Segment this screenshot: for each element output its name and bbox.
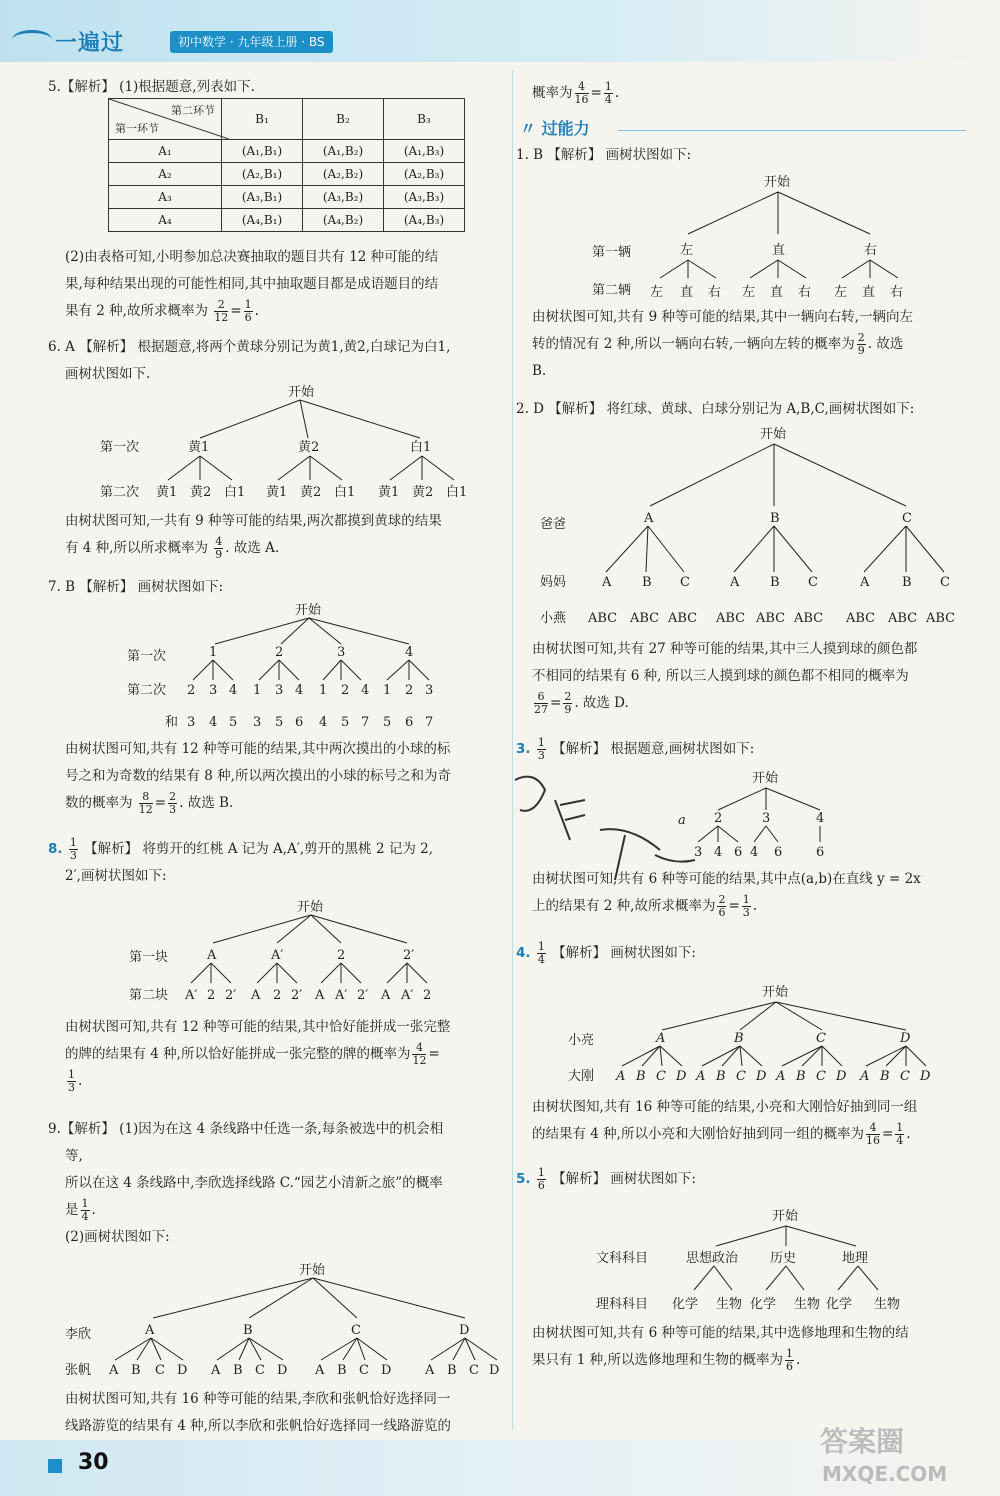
- svg-text:爸爸: 爸爸: [540, 517, 567, 532]
- svg-text:右: 右: [864, 243, 878, 258]
- r2-text: 2. D 【解析】 将红球、黄球、白球分别记为 A,B,C,画树状图如下:: [516, 401, 915, 417]
- svg-text:直: 直: [770, 285, 784, 300]
- svg-text:4: 4: [209, 715, 218, 730]
- r5-solution: 由树状图可知,共有 6 种等可能的结果,其中选修地理和生物的结 果只有 1 种,所以选修地理和生物的概率为 $\frac{1}{6}$ .: [532, 1325, 909, 1373]
- table-col-header: B₁: [222, 99, 303, 140]
- svg-text:B: B: [447, 1363, 457, 1378]
- svg-text:B: B: [770, 575, 780, 590]
- tree-diagram-r4: [566, 980, 946, 1090]
- section-rule: [618, 130, 966, 131]
- svg-text:A: A: [315, 1363, 325, 1378]
- svg-text:4: 4: [714, 845, 723, 860]
- table-row: A₃ (A₃,B₁) (A₃,B₂) (A₃,B₃): [109, 186, 465, 209]
- svg-text:3: 3: [187, 715, 196, 730]
- svg-text:开始: 开始: [764, 175, 791, 190]
- svg-text:和: 和: [165, 715, 179, 730]
- svg-text:3: 3: [762, 811, 771, 826]
- svg-text:A: A: [207, 948, 217, 963]
- svg-text:化学: 化学: [672, 1297, 699, 1312]
- svg-text:C: C: [736, 1069, 746, 1084]
- svg-text:C: C: [469, 1363, 479, 1378]
- svg-text:化学: 化学: [750, 1297, 777, 1312]
- svg-text:B: B: [233, 1363, 243, 1378]
- r1-solution: 由树状图可知,共有 9 种等可能的结果,其中一辆向右转,一辆向左 转的情况有 2 种,所以一辆向右转,一辆向左转的概率为 $\frac{2}{9}$ . 故选 B.: [532, 309, 914, 379]
- svg-text:直: 直: [772, 243, 786, 258]
- svg-text:第一块: 第一块: [129, 950, 169, 965]
- svg-text:右: 右: [798, 285, 812, 300]
- svg-text:A: A: [315, 988, 325, 1003]
- svg-text:第二辆: 第二辆: [592, 283, 632, 298]
- svg-text:6: 6: [816, 845, 825, 860]
- watermark-text: 答案圈: [820, 1425, 905, 1458]
- svg-text:文科科目: 文科科目: [596, 1251, 649, 1266]
- svg-text:B: B: [770, 511, 780, 526]
- q5-heading: 5.【解析】 (1)根据题意,列表如下.: [48, 79, 255, 95]
- svg-text:ABC: ABC: [926, 611, 956, 626]
- svg-text:4: 4: [750, 845, 759, 860]
- svg-text:3: 3: [275, 683, 284, 698]
- svg-text:7: 7: [425, 715, 434, 730]
- svg-text:B: B: [716, 1069, 726, 1084]
- svg-text:3: 3: [253, 715, 262, 730]
- svg-text:A: A: [145, 1323, 155, 1338]
- svg-text:B: B: [796, 1069, 806, 1084]
- svg-text:A: A: [381, 988, 391, 1003]
- svg-text:C: C: [816, 1069, 826, 1084]
- svg-text:5: 5: [383, 715, 392, 730]
- svg-text:B: B: [642, 575, 652, 590]
- svg-text:黄1: 黄1: [266, 485, 288, 500]
- series-badge: 初中数学 · 九年级上册 · BS: [170, 31, 333, 53]
- svg-text:B: B: [880, 1069, 890, 1084]
- svg-text:开始: 开始: [772, 1209, 799, 1224]
- svg-text:C: C: [900, 1069, 910, 1084]
- svg-text:开始: 开始: [297, 900, 324, 915]
- q5-solution: (2)由表格可知,小明参加总决赛抽取的题目共有 12 种可能的结 果,每种结果出现的可能性相同,其中抽取题目都是成语题目的结 果有 2 种,故所求概率为 $\frac{2}{12}$ = $\frac{1}{6}$ .: [65, 249, 439, 324]
- svg-text:2: 2: [207, 988, 216, 1003]
- svg-text:开始: 开始: [762, 985, 789, 1000]
- svg-text:直: 直: [862, 285, 876, 300]
- svg-text:2′: 2′: [357, 988, 369, 1003]
- svg-text:a: a: [678, 813, 686, 828]
- svg-text:ABC: ABC: [716, 611, 746, 626]
- svg-text:生物: 生物: [874, 1297, 901, 1312]
- r4-solution: 由树状图知,共有 16 种等可能的结果,小亮和大刚恰好抽到同一组 的结果有 4 种,所以小亮和大刚恰好抽到同一组的概率为 $\frac{4}{16}$ = $\frac{1}{4}$ .: [532, 1099, 918, 1147]
- svg-text:小燕: 小燕: [540, 611, 567, 626]
- table-row: A₁ (A₁,B₁) (A₁,B₂) (A₁,B₃): [109, 140, 465, 163]
- svg-text:思想政治: 思想政治: [686, 1251, 739, 1266]
- svg-text:ABC: ABC: [630, 611, 660, 626]
- svg-text:第一次: 第一次: [127, 649, 167, 664]
- svg-text:A: A: [109, 1363, 119, 1378]
- svg-text:2′: 2′: [403, 948, 415, 963]
- logo-wave-icon: [12, 30, 52, 49]
- svg-text:A′: A′: [401, 988, 414, 1003]
- svg-text:ABC: ABC: [668, 611, 698, 626]
- svg-text:左: 左: [742, 285, 756, 300]
- svg-text:右: 右: [890, 285, 904, 300]
- svg-text:A: A: [644, 511, 654, 526]
- svg-text:D: D: [900, 1031, 911, 1046]
- tree-diagram-r5: [594, 1204, 914, 1314]
- q6-solution: 由树状图可知,一共有 9 种等可能的结果,两次都摸到黄球的结果 有 4 种,所以所求概率为 $\frac{4}{9}$ . 故选 A.: [65, 513, 442, 561]
- column-divider: [512, 70, 513, 1430]
- svg-text:第一辆: 第一辆: [592, 245, 632, 260]
- q9-text: 9.【解析】 (1)因为在这 4 条线路中任选一条,每条被选中的机会相 等, 所以在这 4 条线路中,李欣选择线路 C.“园艺小清新之旅”的概率 是 $\frac{1}{4}$ . (2)画树状图如下:: [48, 1121, 444, 1245]
- table-row: A₄ (A₄,B₁) (A₄,B₂) (A₄,B₃): [109, 209, 465, 232]
- svg-text:A: A: [211, 1363, 221, 1378]
- tree-diagram-q8: [125, 895, 445, 1005]
- svg-text:张帆: 张帆: [65, 1363, 92, 1378]
- svg-text:B: B: [337, 1363, 347, 1378]
- svg-text:ABC: ABC: [794, 611, 824, 626]
- svg-text:3: 3: [337, 645, 346, 660]
- svg-text:A: A: [730, 575, 740, 590]
- svg-text:6: 6: [405, 715, 414, 730]
- r1-text: 1. B 【解析】 画树状图如下:: [516, 147, 692, 163]
- svg-text:D: D: [381, 1363, 392, 1378]
- svg-text:黄1: 黄1: [378, 485, 400, 500]
- q7-solution: 由树状图可知,共有 12 种等可能的结果,其中两次摸出的小球的标 号之和为奇数的结果有 8 种,所以两次摸出的小球的标号之和为奇 数的概率为 $\frac{8}{12}$ = $\frac{2}{3}$ . 故选 B.: [65, 741, 451, 816]
- tree-diagram-q6: [90, 380, 490, 502]
- svg-text:B: B: [734, 1031, 744, 1046]
- book-logo: 一遍过: [55, 31, 125, 56]
- svg-text:C: C: [816, 1031, 826, 1046]
- svg-text:4: 4: [405, 645, 414, 660]
- svg-text:5: 5: [341, 715, 350, 730]
- svg-text:左: 左: [680, 243, 694, 258]
- svg-text:黄1: 黄1: [156, 485, 178, 500]
- svg-text:A: A: [602, 575, 612, 590]
- svg-text:2′: 2′: [291, 988, 303, 1003]
- tree-diagram-r2: [540, 422, 970, 632]
- svg-text:A: A: [696, 1069, 706, 1084]
- svg-text:第二块: 第二块: [129, 988, 169, 1003]
- svg-text:4: 4: [229, 683, 238, 698]
- svg-text:D: D: [489, 1363, 500, 1378]
- svg-text:B: B: [636, 1069, 646, 1084]
- tree-diagram-r1: [588, 168, 928, 300]
- svg-text:2: 2: [337, 948, 346, 963]
- svg-text:2: 2: [273, 988, 282, 1003]
- svg-text:B: B: [243, 1323, 253, 1338]
- r5-text: 5. $\frac{1}{6}$ 【解析】 画树状图如下:: [516, 1166, 696, 1192]
- svg-text:C: C: [255, 1363, 265, 1378]
- svg-text:黄1: 黄1: [188, 440, 210, 455]
- svg-text:黄2: 黄2: [190, 485, 212, 500]
- svg-text:2: 2: [405, 683, 414, 698]
- svg-text:C: C: [940, 575, 950, 590]
- r3-text: 3. $\frac{1}{3}$ 【解析】 根据题意,画树状图如下:: [516, 736, 755, 762]
- outcome-table: [108, 98, 465, 232]
- svg-text:6: 6: [734, 845, 743, 860]
- svg-text:4: 4: [295, 683, 304, 698]
- svg-text:黄2: 黄2: [300, 485, 322, 500]
- svg-text:C: C: [902, 511, 912, 526]
- q8-solution: 由树状图可知,共有 12 种等可能的结果,其中恰好能拼成一张完整 的牌的结果有 4 种,所以恰好能拼成一张完整的牌的概率为 $\frac{4}{12}$ = $\frac{1}{3}$ .: [65, 1019, 451, 1094]
- svg-text:ABC: ABC: [888, 611, 918, 626]
- svg-text:ABC: ABC: [846, 611, 876, 626]
- section-title: 〃 过能力: [520, 119, 590, 138]
- svg-text:3: 3: [694, 845, 703, 860]
- svg-text:A: A: [656, 1031, 666, 1046]
- svg-text:ABC: ABC: [588, 611, 618, 626]
- svg-text:开始: 开始: [299, 1263, 326, 1278]
- svg-text:生物: 生物: [716, 1297, 743, 1312]
- svg-text:白1: 白1: [446, 485, 468, 500]
- svg-text:D: D: [177, 1363, 188, 1378]
- svg-text:2: 2: [275, 645, 284, 660]
- svg-text:A: A: [425, 1363, 435, 1378]
- svg-text:ABC: ABC: [756, 611, 786, 626]
- svg-text:A′: A′: [185, 988, 198, 1003]
- table-col-header: B₂: [303, 99, 384, 140]
- table-col-header: B₃: [384, 99, 465, 140]
- svg-text:第二次: 第二次: [127, 683, 167, 698]
- svg-text:2: 2: [714, 811, 723, 826]
- svg-text:D: D: [277, 1363, 288, 1378]
- svg-text:3: 3: [425, 683, 434, 698]
- q7-text: 7. B 【解析】 画树状图如下:: [48, 579, 224, 595]
- svg-text:4: 4: [816, 811, 825, 826]
- right-top-line: 概率为 $\frac{4}{16}$ = $\frac{1}{4}$ .: [532, 80, 620, 106]
- section-icon: 〃: [520, 119, 537, 138]
- page-marker-icon: [48, 1459, 62, 1473]
- svg-text:4: 4: [361, 683, 370, 698]
- svg-text:D: D: [920, 1069, 931, 1084]
- svg-text:第一次: 第一次: [100, 440, 140, 455]
- svg-text:1: 1: [383, 683, 392, 698]
- svg-text:大刚: 大刚: [568, 1069, 595, 1084]
- svg-text:黄2: 黄2: [412, 485, 434, 500]
- svg-text:5: 5: [275, 715, 284, 730]
- svg-text:D: D: [459, 1323, 470, 1338]
- svg-text:C: C: [351, 1323, 361, 1338]
- svg-text:B: B: [902, 575, 912, 590]
- svg-text:白1: 白1: [410, 440, 432, 455]
- page-number: 30: [78, 1450, 109, 1475]
- svg-text:开始: 开始: [760, 427, 787, 442]
- svg-text:妈妈: 妈妈: [540, 575, 567, 590]
- table-corner: 第二环节 第一环节: [109, 99, 222, 140]
- svg-text:开始: 开始: [288, 385, 315, 400]
- svg-text:2: 2: [423, 988, 432, 1003]
- q8-text: 8. $\frac{1}{3}$ 【解析】 将剪开的红桃 A 记为 A,A′,剪开的黑桃 2 记为 2, 2′,画树状图如下:: [48, 836, 434, 884]
- svg-text:白1: 白1: [224, 485, 246, 500]
- r3-solution: 由树状图可知,共有 6 种等可能的结果,其中点(a,b)在直线 y = 2x 上的结果有 2 种,故所求概率为 $\frac{2}{6}$ = $\frac{1}{3}$ .: [532, 871, 921, 919]
- svg-text:右: 右: [708, 285, 722, 300]
- svg-text:1: 1: [209, 645, 218, 660]
- svg-text:A: A: [860, 575, 870, 590]
- q9-solution: 由树状图可知,共有 16 种等可能的结果,李欣和张帆恰好选择同一 线路游览的结果有 4 种,所以李欣和张帆恰好选择同一线路游览的: [65, 1391, 451, 1434]
- svg-text:C: C: [656, 1069, 666, 1084]
- svg-text:A: A: [251, 988, 261, 1003]
- svg-text:B: B: [131, 1363, 141, 1378]
- svg-text:白1: 白1: [334, 485, 356, 500]
- svg-text:化学: 化学: [826, 1297, 853, 1312]
- svg-text:6: 6: [295, 715, 304, 730]
- svg-text:A′: A′: [271, 948, 284, 963]
- svg-text:A: A: [616, 1069, 626, 1084]
- svg-text:A: A: [776, 1069, 786, 1084]
- tree-diagram-q7: [125, 598, 455, 733]
- watermark-url: MXQE.COM: [822, 1462, 948, 1486]
- svg-text:地理: 地理: [842, 1251, 869, 1266]
- svg-text:5: 5: [229, 715, 238, 730]
- tree-diagram-q9: [65, 1258, 505, 1382]
- page-header: [0, 0, 1000, 62]
- svg-text:2: 2: [187, 683, 196, 698]
- svg-text:A′: A′: [335, 988, 348, 1003]
- svg-text:李欣: 李欣: [65, 1327, 92, 1342]
- svg-text:A: A: [860, 1069, 870, 1084]
- q6-text: 6. A 【解析】 根据题意,将两个黄球分别记为黄1,黄2,白球记为白1, 画树状图如下.: [48, 339, 451, 382]
- svg-text:D: D: [836, 1069, 847, 1084]
- svg-text:1: 1: [253, 683, 262, 698]
- table-row: A₂ (A₂,B₁) (A₂,B₂) (A₂,B₃): [109, 163, 465, 186]
- svg-text:黄2: 黄2: [298, 440, 320, 455]
- svg-text:3: 3: [209, 683, 218, 698]
- svg-text:1: 1: [319, 683, 328, 698]
- svg-text:理科科目: 理科科目: [596, 1297, 649, 1312]
- svg-text:2′: 2′: [225, 988, 237, 1003]
- svg-text:7: 7: [361, 715, 370, 730]
- svg-text:C: C: [359, 1363, 369, 1378]
- svg-text:2: 2: [341, 683, 350, 698]
- svg-text:D: D: [756, 1069, 767, 1084]
- svg-text:直: 直: [680, 285, 694, 300]
- svg-text:开始: 开始: [752, 771, 779, 786]
- svg-text:C: C: [155, 1363, 165, 1378]
- svg-text:C: C: [680, 575, 690, 590]
- svg-text:4: 4: [319, 715, 328, 730]
- svg-text:左: 左: [834, 285, 848, 300]
- svg-text:生物: 生物: [794, 1297, 821, 1312]
- svg-text:C: C: [808, 575, 818, 590]
- svg-text:小亮: 小亮: [568, 1033, 595, 1048]
- svg-text:D: D: [676, 1069, 687, 1084]
- r2-solution: 由树状图可知,共有 27 种等可能的结果,其中三人摸到球的颜色都 不相同的结果有 6 种, 所以三人摸到球的颜色都不相同的概率为 $\frac{6}{27}$ = $\frac{2}{9}$ . 故选 D.: [532, 641, 918, 716]
- r4-text: 4. $\frac{1}{4}$ 【解析】 画树状图如下:: [516, 940, 696, 966]
- svg-text:历史: 历史: [770, 1251, 797, 1266]
- svg-text:6: 6: [774, 845, 783, 860]
- svg-text:第二次: 第二次: [100, 485, 140, 500]
- svg-text:左: 左: [650, 285, 664, 300]
- svg-text:开始: 开始: [295, 603, 322, 618]
